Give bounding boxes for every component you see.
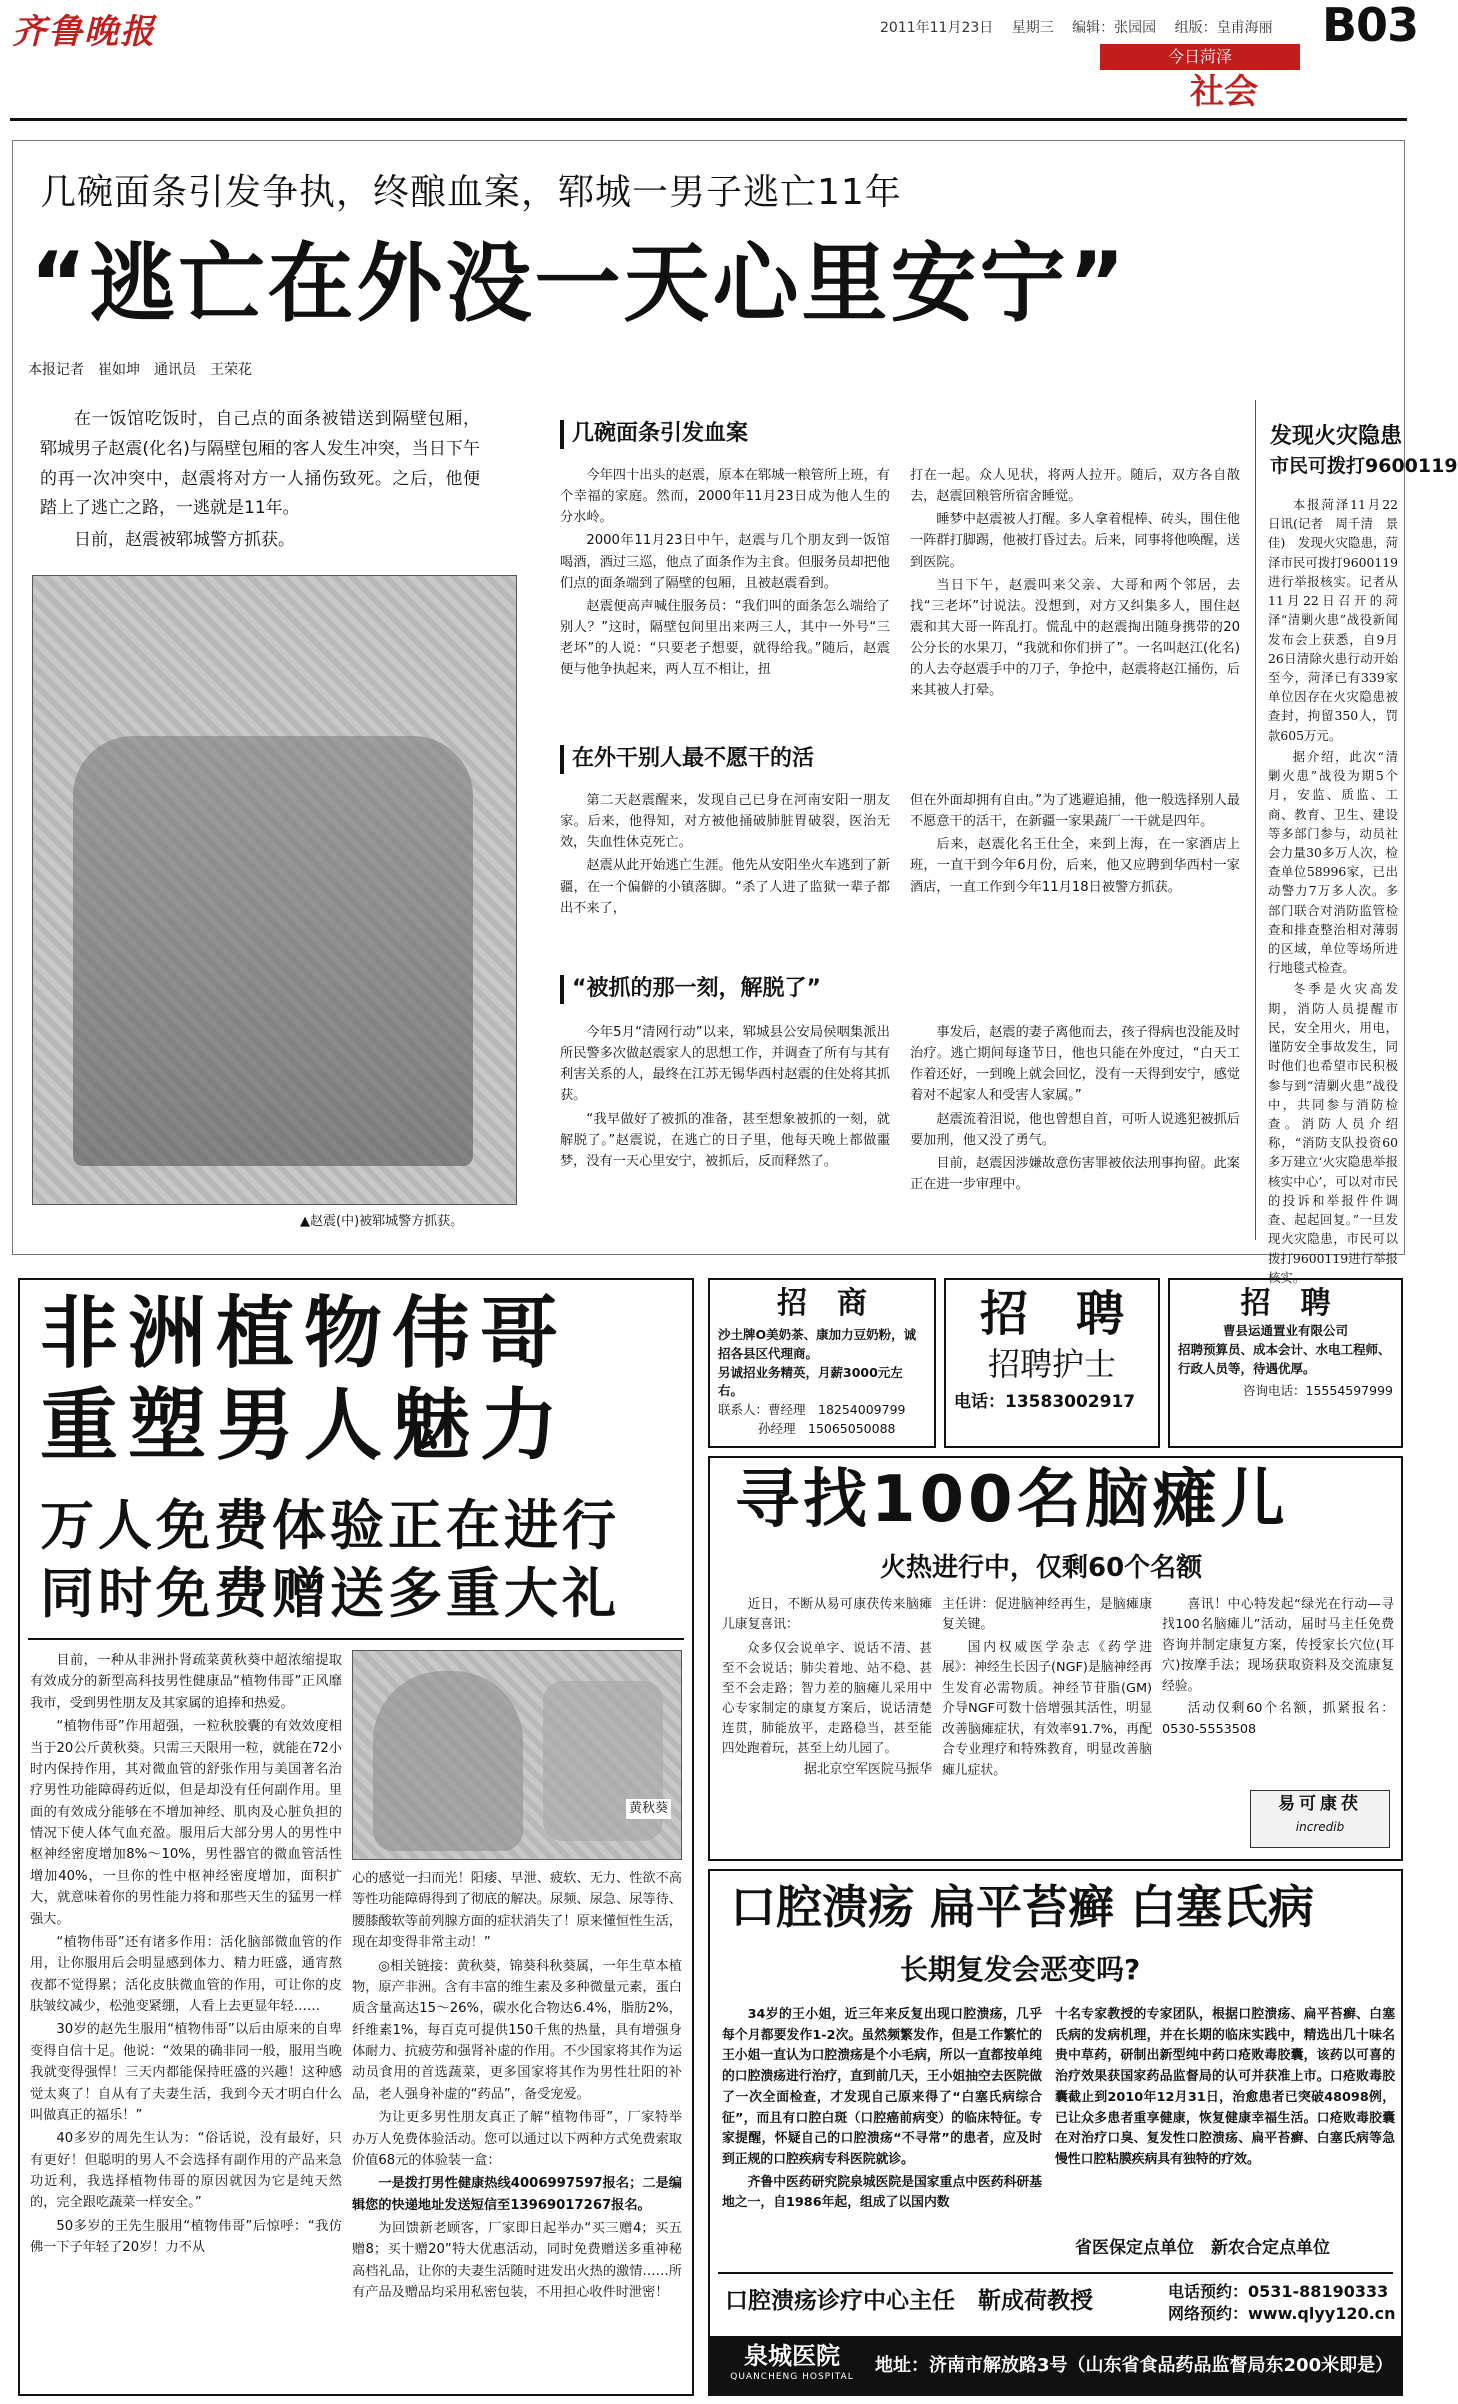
subhead-2: 在外干别人最不愿干的活 <box>560 745 814 774</box>
layout-editor: 组版：皇甫海丽 <box>1174 20 1273 36</box>
ad-naotan-title: 寻找100名脑瘫儿 <box>735 1463 1289 1537</box>
ad-kouqiang-sub: 长期复发会恶变吗? <box>900 1953 1141 1986</box>
editor: 编辑：张园园 <box>1072 20 1157 36</box>
photo-caption: ▲赵震(中)被郓城警方抓获。 <box>300 1214 464 1229</box>
story-lead <box>40 405 480 565</box>
story-headline: “逃亡在外没一天心里安宁” <box>30 234 1129 334</box>
paragraph: 为让更多男性朋友真正了解“植物伟哥”，厂家特举办万人免费体验活动。您可以通过以下两种方式免费索取价值68元的体验装一盒： <box>352 2110 682 2168</box>
paragraph: 本报菏泽11月22日讯(记者 周千清 景佳) 发现火灾隐患，菏泽市民可拨打9600119进行举报核实。记者从11月22日召开的菏泽“清剿火患”战役新闻发布会上获悉，自9月26日清除火患行动开始至今，菏泽已有339家单位因存在火灾隐患被查封，拘留350人，罚款605万元。 <box>1268 497 1398 743</box>
ad-africa-col2 <box>352 1868 682 2390</box>
ad-kouqiang-col1 <box>722 2005 1042 2270</box>
ad-hushi-tel: 电话：13583002917 <box>954 1392 1136 1413</box>
date: 2011年11月23日 <box>880 20 994 36</box>
paragraph: 睡梦中赵震被人打醒。多人拿着棍棒、砖头，围住他一阵群打脚踢，他被打昏过去。后来，同事将他唤醒，送到医院。 <box>910 512 1240 570</box>
side-title-2: 市民可拨打9600119 <box>1270 455 1458 477</box>
paragraph: 40多岁的周先生认为：“俗话说，没有最好，只有更好！但聪明的男人不会选择有副作用的产品来急功近利，我选择植物伟哥的原因就因为它是纯天然的，完全跟吃蔬菜一样安全。” <box>30 2131 342 2211</box>
ad-zhaoshang-title: 招 商 <box>777 1286 867 1321</box>
paragraph: “我早做好了被抓的准备，甚至想象被抓的一刻，就解脱了。”赵震说，在逃亡的日子里，他每天晚上都做噩梦，没有一天心里安宁，被抓后，反而释然了。 <box>560 1111 890 1169</box>
sub1-col-left <box>560 465 890 730</box>
ad-africa-rule <box>28 1638 684 1640</box>
ad-caoxian-title: 招 聘 <box>1240 1286 1331 1321</box>
paragraph: 后来，赵震化名王仕全，来到上海，在一家酒店上班，一直干到今年6月份，后来，他又应聘到华西村一家酒店，一直工作到今年11月18日被警方抓获。 <box>910 837 1240 895</box>
side-body <box>1268 495 1398 1285</box>
paragraph: 据介绍，此次“清剿火患”战役为期5个月，安监、质监、工商、教育、卫生、建设等多部门参与，动员社会力量30多万人次，检查单位58996家，已出动警力7万多人次。多部门联合对消防监管检查和排查整治相对薄弱的区域，单位等场所进行地毯式检查。 <box>1268 748 1398 976</box>
paragraph: 国内权威医学杂志《药学进展》：神经生长因子(NGF)是脑神经再生发育必需物质。神经节苷脂(GM)介导NGF可数十倍增强其活性，明显改善脑瘫症状，有效率91.7%，再配合专业理疗和特殊教育，明显改善脑瘫儿症状。 <box>942 1639 1152 1778</box>
ad-zhaoshang-line2: 另诚招业务精英，月薪3000元左右。 <box>718 1364 903 1399</box>
ad-caoxian <box>1168 1278 1403 1448</box>
paragraph: 50多岁的王先生服用“植物伟哥”后惊呼：“我仿佛一下子年轻了20岁！力不从 <box>30 2218 342 2256</box>
ad-naotan-sub: 火热进行中，仅剩60个名额 <box>880 1553 1203 1583</box>
ad-africa-photo <box>352 1650 682 1860</box>
sub3-col-right <box>910 1022 1240 1242</box>
story-byline: 本报记者 崔如坤 通讯员 王荣花 <box>28 362 252 378</box>
ad-zhaoshang-contact1: 联系人：曹经理 18254009799 <box>718 1402 906 1417</box>
paragraph: 据北京空军医院马振华 <box>804 1761 932 1777</box>
paragraph: 但在外面却拥有自由。”为了逃避追捕，他一般选择别人最不愿意干的活干，在新疆一家果蔬厂一干就是四年。 <box>910 793 1240 830</box>
story-kicker: 几碗面条引发争执，终酿血案，郓城一男子逃亡11年 <box>40 172 902 213</box>
paragraph: 一是拨打男性健康热线4006997597报名；二是编辑您的快递地址发送短信至13969017267报名。 <box>352 2176 682 2213</box>
sub2-col-left <box>560 790 890 960</box>
ad-zhaoshang-line1: 沙土牌O美奶茶、康加力豆奶粉，诚招各县区代理商。 <box>718 1327 917 1361</box>
header-rule <box>10 118 1407 121</box>
section-name: 社会 <box>1190 72 1258 112</box>
paragraph: 冬季是火灾高发期，消防人员提醒市民，安全用火，用电，谨防安全事故发生，同时他们也希望市民积极参与到“清剿火患”战役中，共同参与消防检查。消防人员介绍称，“消防支队投资60多万建立‘火灾隐患举报核实中心’，可以对市民的投诉和举报件件调查、起起回复。”一旦发现火灾隐患，市民可以拨打9600119进行举报核实。 <box>1268 981 1398 1285</box>
ad-kouqiang-director: 口腔溃疡诊疗中心主任 靳成荷教授 <box>725 2288 1093 2314</box>
subhead-3: “被抓的那一刻，解脱了” <box>560 975 821 1004</box>
paragraph: 赵震便高声喊住服务员：“我们叫的面条怎么端给了别人？”这时，隔壁包间里出来两三人，其中一外号“三老坏”的人说：“只要老子想要，就得给我。”随后，赵震便与他争执起来，两人互不相让，扭 <box>560 598 890 678</box>
paragraph: 活动仅剩60个名额，抓紧报名：0530-5553508 <box>1162 1701 1394 1737</box>
weekday: 星期三 <box>1011 20 1054 36</box>
lead-paragraph: 日前，赵震被郓城警方抓获。 <box>74 530 295 550</box>
paragraph: 赵震从此开始逃亡生涯。他先从安阳坐火车逃到了新疆，在一个偏僻的小镇落脚。“杀了人进了监狱一辈子都出不来了， <box>560 858 890 916</box>
ad-caoxian-tel: 咨询电话：15554597999 <box>1243 1383 1393 1399</box>
ad-caoxian-company: 曹县运通置业有限公司 <box>1222 1323 1348 1338</box>
hospital-name-en: QUANCHENG HOSPITAL <box>730 2371 854 2382</box>
paragraph: 齐鲁中医药研究院泉城医院是国家重点中医药科研基地之一，自1986年起，组成了以国内数 <box>722 2174 1042 2211</box>
paragraph: 事发后，赵震的妻子离他而去，孩子得病也没能及时治疗。逃亡期间每逢节日，他也只能在外度过，“白天工作着还好，一到晚上就会回忆，没有一天得到安宁，感觉着对不起家人和受害人家属。” <box>910 1025 1240 1104</box>
paragraph: “植物伟哥”作用超强，一粒秋胶囊的有效效度相当于20公斤黄秋葵。只需三天限用一粒，就能在72小时内保持作用，其对微血管的舒张作用与美国著名治疗男性功能障碍药近似，但是却没有任何副作用。里面的有效成分能够在不增加神经、肌肉及心脏负担的情况下使人体气血充盈。服用后大部分男人的男性中枢神经密度增加8%～10%，男性器官的微血管活性增加40%，一旦你的性中枢神经密度增加，面积扩大，就意味着你的男性能力将和那些天生的猛男一样强大。 <box>30 1719 342 1927</box>
paragraph: 近日，不断从易可康茯传来脑瘫儿康复喜讯： <box>722 1597 932 1633</box>
paragraph: 目前，赵震因涉嫌故意伤害罪被依法刑事拘留。此案正在进一步审理中。 <box>910 1155 1240 1192</box>
hospital-address: 地址：济南市解放路3号（山东省食品药品监督局东200米即是） <box>875 2355 1394 2376</box>
ad-africa-col1 <box>30 1650 342 2390</box>
ad-naotan-logo <box>1250 1790 1390 1848</box>
photo-figure <box>73 736 473 1166</box>
ad-kouqiang-title: 口腔溃疡 扁平苔癣 白塞氏病 <box>730 1880 1315 1934</box>
arrest-photo <box>32 575 517 1205</box>
masthead-logo: 齐鲁晚报 <box>12 12 156 52</box>
paragraph: 2000年11月23日中午，赵震与几个朋友到一饭馆喝酒，酒过三巡，他点了面条作为主食。但服务员却把他们点的面条端到了隔壁的包厢，且被赵震看到。 <box>560 533 890 591</box>
ad-africa-h1: 非洲植物伟哥 <box>40 1289 569 1379</box>
masthead-info <box>880 18 1273 40</box>
paragraph: 打在一起。众人见状，将两人拉开。随后，双方各自散去，赵震回粮管所宿舍睡觉。 <box>910 468 1240 505</box>
ad-hushi-sub: 招聘护士 <box>987 1344 1116 1383</box>
ad-africa-s2: 同时免费赠送多重大礼 <box>40 1562 620 1625</box>
paragraph: 十名专家教授的专家团队，根据口腔溃疡、扁平苔癣、白塞氏病的发病机理，并在长期的临床实践中，精选出几十味名贵中草药，研制出新型纯中药口疮败毒胶囊，该药以可喜的治疗效果获国家药品监督局的认可并获准上市。口疮败毒胶囊截止到2010年12月31日，治愈患者已突破48098例，已让众多患者重享健康，恢复健康幸福生活。口疮败毒胶囊在对治疗口臭、复发性口腔溃疡、扁平苔癣、白塞氏病等急慢性口腔粘膜疾病具有独特的疗效。 <box>1055 2007 1395 2168</box>
hospital-name: 泉城医院 <box>744 2342 840 2370</box>
ad-africa-s1: 万人免费体验正在进行 <box>40 1494 620 1557</box>
ad-kouqiang-col2 <box>1055 2005 1395 2230</box>
ad-kouqiang-rule <box>718 2272 1393 2274</box>
ad-africa-h2: 重塑男人魅力 <box>40 1381 569 1471</box>
ad-naotan-col2 <box>942 1595 1152 1853</box>
ad-naotan-col1 <box>722 1595 932 1853</box>
sub1-col-right <box>910 465 1240 730</box>
paragraph: 今年四十出头的赵震，原本在郓城一粮管所上班，有个幸福的家庭。然而，2000年11月23日成为他人生的分水岭。 <box>560 468 890 526</box>
ad-hushi-title: 招 聘 <box>979 1286 1124 1342</box>
paragraph: 目前，一种从非洲扑肾疏菜黄秋葵中超浓缩提取有效成分的新型高科技男性健康品“植物伟哥”正风靡我市，受到男性朋友及其家属的追捧和热爱。 <box>30 1653 342 1711</box>
paragraph: 今年5月“清网行动”以来，郓城县公安局侯咽集派出所民警多次做赵震家人的思想工作，并调查了所有与其有利害关系的人，最终在江苏无锡华西村赵震的住处将其抓获。 <box>560 1025 890 1104</box>
logo-en: incredib <box>1295 1820 1345 1835</box>
paragraph: 主任讲：促进脑神经再生，是脑瘫康复关键。 <box>942 1597 1152 1633</box>
paragraph: 为回馈新老顾客，厂家即日起举办“买三赠4；买五赠8；买十赠20”特大优惠活动，同时免费赠送多重神秘高档礼品，让你的夫妻生活随时进发出火热的激情……所有产品及赠品均采用私密包装，不用担心收件时泄密！ <box>352 2221 682 2301</box>
paragraph: 众多仅会说单字、说话不清、甚至不会说话；肺尖着地、站不稳、甚至不会走路；智力差的脑瘫儿采用中心专家制定的康复方案后，说话清楚连贯，肺能放平，走路稳当，甚至能四处跑着玩，甚至上幼儿园了。 <box>722 1639 932 1755</box>
paragraph: 赵震流着泪说，他也曾想自首，可听人说逃犯被抓后要加刑，他又没了勇气。 <box>910 1111 1240 1148</box>
ad-kouqiang-tel1: 电话预约：0531-88190333 <box>1168 2282 1389 2301</box>
sub2-col-right <box>910 790 1240 960</box>
ad-kouqiang-units: 省医保定点单位 新农合定点单位 <box>1075 2238 1330 2258</box>
photo-label: 黄秋葵 <box>626 1799 671 1819</box>
subhead-1: 几碗面条引发血案 <box>560 420 748 449</box>
side-title-1: 发现火灾隐患 <box>1270 424 1403 449</box>
ad-naotan-col3 <box>1162 1595 1394 1785</box>
ad-hushi <box>944 1278 1160 1448</box>
section-tag: 今日菏泽 <box>1100 44 1300 70</box>
paragraph: “植物伟哥”还有诸多作用：活化脑部微血管的作用，让你服用后会明显感到体力、精力旺盛，通宵熬夜都不觉得累；活化皮肤微血管的作用，可让你的皮肤皱纹减少，松弛变紧绷，人看上去更显年轻…… <box>30 1934 342 2014</box>
paragraph: 第二天赵震醒来，发现自己已身在河南安阳一朋友家。后来，他得知，对方被他捅破肺脏胃破裂，医治无效，失血性休克死亡。 <box>560 793 890 851</box>
sub3-col-left <box>560 1022 890 1242</box>
paragraph: 当日下午，赵震叫来父亲、大哥和两个邻居，去找“三老坏”讨说法。没想到，对方又纠集多人，围住赵震和其大哥一阵乱打。慌乱中的赵震掏出随身携带的20公分长的水果刀，“我就和你们拼了”。一名叫赵江(化名)的人去夺赵震手中的刀子，争抢中，赵震将赵江捅伤，后来其被人打晕。 <box>910 577 1240 699</box>
paragraph: 心的感觉一扫而光！阳痿、早泄、疲软、无力、性欲不高等性功能障碍得到了彻底的解决。尿频、尿急、尿等待、腰膝酸软等前列腺方面的症状消失了！原来懂恒性生活，现在却变得非常主动！” <box>352 1871 682 1951</box>
ad-zhaoshang <box>708 1278 936 1448</box>
logo-cn: 易可康茯 <box>1278 1794 1362 1814</box>
paragraph: ◎相关链接：黄秋葵，锦葵科秋葵属，一年生草本植物，原产非洲。含有丰富的维生素及多种微量元素，蛋白质含量高达15～26%，碳水化合物达6.4%，脂肪2%，纤维素1%，每百克可提供150千焦的热量，具有增强身体耐力、抗疲劳和强肾补虚的作用。不少国家将其作为运动员食用的首选蔬菜，更多国家将其作为男性壮阳的补品，老人强身补虚的“药品”，备受宠爱。 <box>352 1958 682 2102</box>
ad-kouqiang-footer <box>710 2336 1401 2394</box>
hospital-logo <box>722 2342 862 2385</box>
lead-paragraph: 在一饭馆吃饭时，自己点的面条被错送到隔壁包厢，郓城男子赵震(化名)与隔壁包厢的客人发生冲突，当日下午的再一次冲突中，赵震将对方一人捅伤致死。之后，他便踏上了逃亡之路，一逃就是11年。 <box>40 409 480 519</box>
couple-image <box>373 1671 523 1851</box>
side-divider <box>1255 400 1256 1240</box>
paragraph: 30岁的赵先生服用“植物伟哥”以后由原来的自卑变得自信十足。他说：“效果的确非同一般，服用当晚我就变得强悍！三天内都能保持旺盛的兴趣！这种感觉太爽了！自从有了夫妻生活，我到今天才明白什么叫做真正的福乐！” <box>30 2022 342 2123</box>
paragraph: 喜讯！中心特发起“绿光在行动—寻找100名脑瘫儿”活动，届时马主任免费咨询并制定康复方案，传授家长穴位(耳穴)按摩手法；现场获取资料及交流康复经验。 <box>1162 1597 1394 1694</box>
ad-caoxian-body: 招聘预算员、成本会计、水电工程师、行政人员等，待遇优厚。 <box>1178 1341 1391 1376</box>
paragraph: 34岁的王小姐，近三年来反复出现口腔溃疡，几乎每个月都要发作1-2次。虽然频繁发作，但是工作繁忙的王小姐一直认为口腔溃疡是个小毛病，所以一直都按单纯的口腔溃疡进行治疗，直到前几天，王小姐抽空去医院做了一次全面检查，才发现自己原来得了“白塞氏病综合征”，而且有口腔白斑（口腔癌前病变）的临床特征。专家提醒，怀疑自己的口腔溃疡“不寻常”的患者，应及时到正规的口腔疾病专科医院就诊。 <box>722 2007 1042 2168</box>
ad-kouqiang-tel2: 网络预约：www.qlyy120.cn <box>1168 2304 1396 2323</box>
page-number: B03 <box>1322 0 1419 52</box>
ad-zhaoshang-contact2: 孙经理 15065050088 <box>758 1420 896 1436</box>
